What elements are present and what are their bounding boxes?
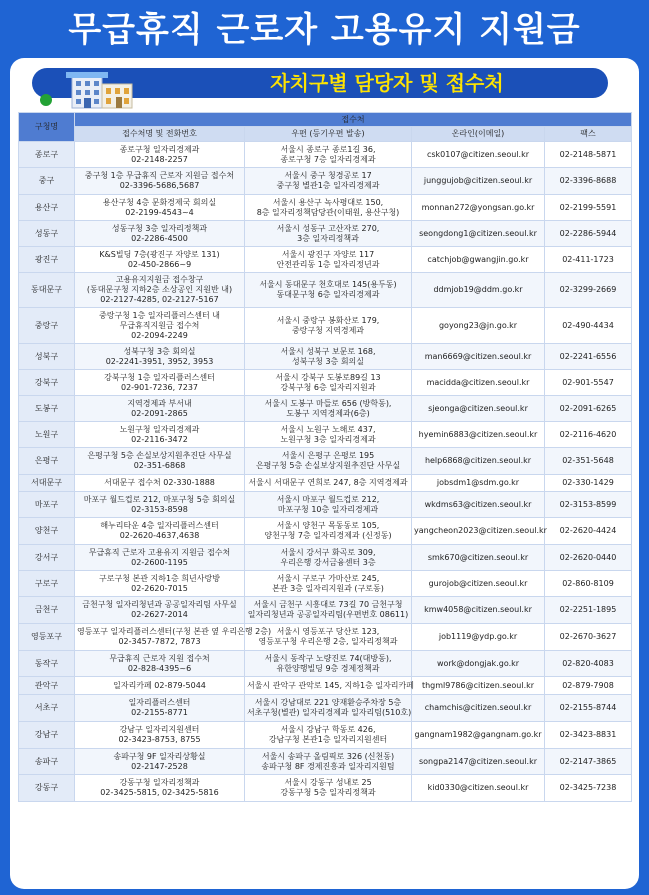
mail-line: 강동구청 5층 일자리정책과 [280, 788, 376, 797]
email-cell: kmw4058@citizen.seoul.kr [412, 597, 545, 624]
table-row [19, 221, 632, 247]
office-line: 02-3457-7872, 7873 [118, 637, 201, 646]
office-line: 지역경제과 부서내 [127, 398, 192, 408]
mail-line: 본관 3층 일자리지원과 (구로동) [272, 583, 384, 593]
email-cell: goyong23@jn.go.kr [412, 308, 545, 344]
table-row [19, 344, 632, 370]
table-row [19, 677, 632, 695]
email-cell: jobsdm1@sdm.go.kr [412, 475, 545, 492]
mail-cell [245, 396, 412, 422]
gu-name-cell: 광진구 [19, 247, 75, 273]
office-cell [75, 722, 245, 749]
mail-line: 서울시 강남대로 221 양재환승주차장 5층 [254, 698, 402, 707]
office-cell [75, 571, 245, 597]
fax-cell: 02-3425-7238 [545, 775, 632, 802]
mail-cell [245, 518, 412, 545]
office-line: 02-2148-2257 [131, 154, 188, 164]
office-cell [75, 308, 245, 344]
gu-name-cell: 강북구 [19, 370, 75, 396]
table-row [19, 396, 632, 422]
fax-cell: 02-330-1429 [545, 475, 632, 492]
mail-cell [245, 273, 412, 308]
mail-line: 서울시 은평구 은평로 195 [281, 451, 375, 460]
office-cell [75, 597, 245, 624]
mail-line: 중구청 별관1층 일자리경제과 [276, 181, 380, 190]
table-row [19, 168, 632, 195]
table-row [19, 571, 632, 597]
office-line: 02-2199-4543~4 [125, 207, 194, 217]
gu-name-cell: 구로구 [19, 571, 75, 597]
table-row [19, 518, 632, 545]
office-cell [75, 475, 245, 492]
mail-line: 중랑구청 지역경제과 [291, 325, 365, 335]
page-title: 무급휴직 근로자 고용유지 지원금 [68, 10, 581, 50]
gu-name-cell: 송파구 [19, 749, 75, 775]
office-line: 02-2091-2865 [131, 408, 188, 418]
office-line: 02-2627-2014 [131, 610, 188, 619]
table-row [19, 195, 632, 221]
mail-line: 서울시 동대문구 천호대로 145(용두동) [259, 280, 397, 289]
mail-line: 서울시 광진구 자양로 117 [281, 249, 375, 259]
email-cell: yangcheon2023@citizen.seoul.kr [412, 518, 545, 545]
gu-name-cell: 종로구 [19, 142, 75, 168]
office-line: 중구청 1층 무급휴직 근로자 지원금 접수처 [84, 171, 235, 180]
office-cell [75, 775, 245, 802]
office-line: 02-901-7236, 7237 [120, 382, 199, 392]
table-row [19, 142, 632, 168]
mail-cell [245, 677, 412, 695]
office-line: 02-2155-8771 [131, 708, 188, 717]
mail-line: 마포구청 10층 일자리경제과 [277, 504, 379, 514]
mail-cell [245, 597, 412, 624]
gu-name-cell: 성북구 [19, 344, 75, 370]
mail-line: 서울시 구로구 가마산로 245, [276, 573, 380, 583]
mail-line: 강남구청 본관1층 일자리지원센터 [268, 735, 388, 744]
mail-line: 서울시 관악구 관악로 145, 지하1층 일자리카페 [247, 680, 414, 690]
email-cell: catchjob@gwangjin.go.kr [412, 247, 545, 273]
office-line: 고용유지지원금 접수창구 [115, 275, 204, 284]
mail-line: 8층 일자리정책담당관(이태원, 용산구청) [256, 207, 400, 217]
mail-line: 서울시 서대문구 연희로 247, 8층 지역경제과 [248, 478, 408, 487]
mail-line: 송파구청 8F 경제진흥과 일자리지원팀 [261, 761, 395, 771]
table-row [19, 651, 632, 677]
mail-line: 서울시 성북구 보문로 168, [280, 346, 376, 356]
gu-name-cell: 용산구 [19, 195, 75, 221]
mail-line: 서울시 송파구 올림픽로 326 (신천동) [261, 751, 395, 761]
office-line: 강북구청 1층 일자리플러스센터 [104, 372, 215, 382]
fax-cell: 02-901-5547 [545, 370, 632, 396]
mail-line: 서울시 용산구 녹사평대로 150, [272, 197, 384, 207]
office-line: 02-2241-3951, 3952, 3953 [105, 356, 214, 366]
office-cell [75, 492, 245, 518]
mail-line: 서울시 중랑구 봉화산로 179, [276, 315, 380, 325]
mail-line: 3층 일자리정책과 [297, 233, 359, 243]
table-row [19, 370, 632, 396]
office-line: 02-351-6868 [133, 461, 186, 470]
gu-name-cell: 중구 [19, 168, 75, 195]
fax-cell: 02-3396-8688 [545, 168, 632, 195]
office-cell [75, 344, 245, 370]
mail-line: 서울시 강동구 성내로 25 [284, 778, 372, 787]
mail-line: 영등포구청 우리은행 2층, 일자리정책과 [258, 637, 398, 646]
email-cell: junggujob@citizen.seoul.kr [412, 168, 545, 195]
mail-cell [245, 775, 412, 802]
fax-cell: 02-820-4083 [545, 651, 632, 677]
office-cell [75, 545, 245, 571]
office-line: 강동구청 일자리정책과 [119, 778, 200, 787]
mail-cell [245, 370, 412, 396]
gu-name-cell: 동대문구 [19, 273, 75, 308]
office-cell [75, 221, 245, 247]
gu-name-cell: 관악구 [19, 677, 75, 695]
fax-cell: 02-2286-5944 [545, 221, 632, 247]
mail-line: 유한양행빌딩 9층 경제정책과 [276, 663, 380, 673]
building-icon [62, 66, 138, 110]
email-cell: gurojob@citizen.seoul.kr [412, 571, 545, 597]
fax-cell: 02-3153-8599 [545, 492, 632, 518]
office-cell [75, 624, 272, 651]
office-line: 서대문구 접수처 02-330-1888 [104, 478, 215, 487]
table-row [19, 273, 632, 308]
table-row [19, 545, 632, 571]
mail-cell [245, 475, 412, 492]
email-cell: work@dongjak.go.kr [412, 651, 545, 677]
gu-name-cell: 강서구 [19, 545, 75, 571]
table-row [19, 722, 632, 749]
mail-line: 서울시 금천구 시흥대로 73길 70 금천구청 [253, 600, 403, 609]
office-line: 02-2620-7015 [131, 583, 188, 593]
mail-line: 서울시 중구 청경공로 17 [284, 171, 372, 180]
header-fax: 팩스 [545, 127, 632, 142]
office-cell [75, 168, 245, 195]
fax-cell: 02-2148-5871 [545, 142, 632, 168]
email-cell: help6868@citizen.seoul.kr [412, 448, 545, 475]
gu-name-cell: 은평구 [19, 448, 75, 475]
mail-line: 서울시 마포구 월드컵로 212, [276, 494, 380, 504]
mail-line: 서울시 영등포구 당산로 123, [276, 627, 380, 636]
office-cell [75, 247, 245, 273]
mail-cell [245, 448, 412, 475]
header-group: 접수처 [75, 113, 632, 127]
office-line: 노원구청 일자리경제과 [119, 424, 200, 434]
gu-name-cell: 금천구 [19, 597, 75, 624]
header-mail: 우편 (등기우편 발송) [245, 127, 412, 142]
mail-line: 서울시 성동구 고산자로 270, [276, 223, 380, 233]
mail-line: 성북구청 3층 회의실 [292, 356, 364, 366]
section-title: 자치구별 담당자 및 접수처 [270, 71, 504, 95]
fax-cell: 02-2155-8744 [545, 695, 632, 722]
mail-line: 노원구청 3층 일자리경제과 [280, 434, 376, 444]
email-cell: kid0330@citizen.seoul.kr [412, 775, 545, 802]
mail-line: 종로구청 7층 일자리경제과 [280, 154, 376, 164]
office-line: 무급휴직지원금 접수처 [119, 320, 200, 330]
gu-name-cell: 영등포구 [19, 624, 75, 651]
gu-name-cell: 양천구 [19, 518, 75, 545]
table-row [19, 475, 632, 492]
mail-cell [245, 749, 412, 775]
email-cell: job1119@ydp.go.kr [412, 624, 545, 651]
mail-line: 강북구청 6층 일자리지원과 [280, 382, 376, 392]
table-row [19, 422, 632, 448]
office-line: 강남구 일자리지원센터 [119, 725, 200, 734]
table-row [19, 492, 632, 518]
mail-line: 서울시 종로구 종로1길 36, [280, 144, 376, 154]
header-gu: 구청명 [19, 113, 75, 142]
fax-cell: 02-2670-3627 [545, 624, 632, 651]
office-line: 02-2620-4637,4638 [119, 531, 200, 540]
email-cell: csk0107@citizen.seoul.kr [412, 142, 545, 168]
office-line: 금천구청 일자리청년과 공공일자리팀 사무실 [82, 600, 237, 609]
office-line: 중랑구청 1층 일자리플러스센터 내 [99, 310, 220, 320]
email-cell: thgml9786@citizen.seoul.kr [412, 677, 545, 695]
gu-name-cell: 성동구 [19, 221, 75, 247]
fax-cell: 02-490-4434 [545, 308, 632, 344]
office-line: 02-2147-2528 [131, 761, 188, 771]
mail-cell [245, 308, 412, 344]
fax-cell: 02-3423-8831 [545, 722, 632, 749]
gu-name-cell: 강동구 [19, 775, 75, 802]
gu-name-cell: 동작구 [19, 651, 75, 677]
table-row [19, 308, 632, 344]
office-cell [75, 273, 245, 308]
fax-cell: 02-2251-1895 [545, 597, 632, 624]
email-cell: smk670@citizen.seoul.kr [412, 545, 545, 571]
mail-cell [245, 695, 412, 722]
email-cell: macidda@citizen.seoul.kr [412, 370, 545, 396]
office-line: 02-3423-8753, 8755 [118, 735, 201, 744]
office-cell [75, 651, 245, 677]
mail-line: 서울시 강서구 화곡로 309, [280, 547, 376, 557]
email-cell: sjeonga@citizen.seoul.kr [412, 396, 545, 422]
contact-table [18, 112, 632, 802]
mail-cell [245, 344, 412, 370]
office-line: 영등포구 일자리플러스센터(구청 본관 옆 우리은행 2층) [77, 627, 272, 636]
mail-cell [245, 168, 412, 195]
mail-line: 서울시 도봉구 마들로 656 (방학동), [264, 398, 392, 408]
office-line: 일자리플러스센터 [128, 698, 191, 707]
office-line: 용산구청 4층 문화경제국 회의실 [102, 197, 217, 207]
table-row [19, 749, 632, 775]
office-cell [75, 695, 245, 722]
gu-name-cell: 중랑구 [19, 308, 75, 344]
green-dot-icon [40, 94, 52, 106]
office-line: 02-2127-4285, 02-2127-5167 [100, 295, 219, 304]
office-line: 02-3153-8598 [131, 504, 188, 514]
mail-line: 동대문구청 6층 일자리경제과 [276, 290, 380, 299]
office-line: 구로구청 본관 지하1층 희년사랑방 [99, 573, 220, 583]
mail-line: 은평구청 5층 손실보상지원추진단 사무실 [255, 461, 401, 470]
mail-cell [245, 195, 412, 221]
mail-line: 서울시 강북구 도봉로89길 13 [275, 372, 381, 382]
fax-cell: 02-351-5648 [545, 448, 632, 475]
mail-line: 서초구청(별관) 일자리경제과 일자리팀(510호) [247, 708, 412, 717]
fax-cell: 02-2620-0440 [545, 545, 632, 571]
gu-name-cell: 노원구 [19, 422, 75, 448]
mail-cell [245, 651, 412, 677]
office-line: 02-2094-2249 [131, 330, 188, 340]
table-body [19, 142, 632, 802]
office-line: 02-3396-5686,5687 [119, 181, 200, 190]
fax-cell: 02-2241-6556 [545, 344, 632, 370]
fax-cell: 02-2199-5591 [545, 195, 632, 221]
fax-cell: 02-860-8109 [545, 571, 632, 597]
table-row [19, 448, 632, 475]
email-cell: gangnam1982@gangnam.go.kr [412, 722, 545, 749]
table-row [19, 247, 632, 273]
fax-cell: 02-3299-2669 [545, 273, 632, 308]
office-line: 무급휴직 근로자 고용유지 지원금 접수처 [88, 547, 231, 557]
mail-cell [245, 422, 412, 448]
email-cell: hyemin6883@citizen.seoul.kr [412, 422, 545, 448]
email-cell: monnan272@yongsan.go.kr [412, 195, 545, 221]
mail-cell [245, 492, 412, 518]
fax-cell: 02-879-7908 [545, 677, 632, 695]
mail-line: 우리은행 강서금융센터 3층 [280, 557, 376, 567]
fax-cell: 02-411-1723 [545, 247, 632, 273]
table-row [19, 624, 632, 651]
mail-cell [245, 571, 412, 597]
mail-line: 일자리청년과 공공일자리팀(우편번호 08611) [247, 610, 409, 619]
mail-line: 안전관리동 1층 일자리정년과 [276, 259, 380, 269]
table-row [19, 695, 632, 722]
mail-cell [245, 247, 412, 273]
email-cell: chamchis@citizen.seoul.kr [412, 695, 545, 722]
office-line: 해누리타운 4층 일자리플러스센터 [100, 521, 219, 530]
email-cell: songpa2147@citizen.seoul.kr [412, 749, 545, 775]
office-line: K&S빌딩 7층(광진구 자양로 131) [99, 249, 220, 259]
mail-line: 서울시 동작구 노량진로 74(대방동), [264, 653, 392, 663]
office-cell [75, 422, 245, 448]
mail-line: 양천구청 7층 일자리경제과 (신정동) [264, 531, 392, 540]
office-line: 02-2286-4500 [131, 233, 188, 243]
office-line: 02-2600-1195 [131, 557, 188, 567]
office-cell [75, 396, 245, 422]
office-cell [75, 518, 245, 545]
gu-name-cell: 도봉구 [19, 396, 75, 422]
mail-cell [245, 142, 412, 168]
office-line: 성북구청 3층 회의실 [123, 346, 196, 356]
office-line: 02-2116-3472 [131, 434, 188, 444]
email-cell: seongdong1@citizen.seoul.kr [412, 221, 545, 247]
email-cell: man6669@citizen.seoul.kr [412, 344, 545, 370]
mail-line: 서울시 강남구 학동로 426, [280, 725, 376, 734]
office-line: 02-3425-5815, 02-3425-5816 [100, 788, 219, 797]
office-line: 무급휴직 근로자 지원 접수처 [109, 653, 210, 663]
office-line: 은평구청 5층 손실보상지원추진단 사무실 [87, 451, 232, 460]
mail-cell [245, 221, 412, 247]
mail-line: 도봉구 지역경제과(6층) [286, 408, 370, 418]
table-row [19, 775, 632, 802]
header-email: 온라인(이메일) [412, 127, 545, 142]
office-line: 송파구청 9F 일자리상황실 [113, 751, 206, 761]
gu-name-cell: 강남구 [19, 722, 75, 749]
fax-cell: 02-2116-4620 [545, 422, 632, 448]
office-cell [75, 142, 245, 168]
office-line: 02-828-4395~6 [127, 663, 192, 673]
office-line: 종로구청 일자리경제과 [119, 144, 200, 154]
email-cell: wkdms63@citizen.seoul.kr [412, 492, 545, 518]
office-line: 02-450-2866~9 [127, 259, 192, 269]
email-cell: ddmjob19@ddm.go.kr [412, 273, 545, 308]
fax-cell: 02-2091-6265 [545, 396, 632, 422]
office-line: 성동구청 3층 일자리정책과 [111, 223, 208, 233]
mail-cell [245, 722, 412, 749]
office-cell [75, 370, 245, 396]
mail-line: 서울시 양천구 목동동로 105, [276, 521, 380, 530]
mail-line: 서울시 노원구 노해로 437, [280, 424, 376, 434]
header-office: 접수처명 및 전화번호 [75, 127, 245, 142]
gu-name-cell: 마포구 [19, 492, 75, 518]
mail-cell [245, 545, 412, 571]
table-row [19, 597, 632, 624]
office-cell [75, 448, 245, 475]
office-line: 일자리카페 02-879-5044 [113, 680, 206, 690]
fax-cell: 02-2147-3865 [545, 749, 632, 775]
fax-cell: 02-2620-4424 [545, 518, 632, 545]
gu-name-cell: 서대문구 [19, 475, 75, 492]
office-cell [75, 749, 245, 775]
office-line: (동대문구청 지하2층 소상공인 지원반 내) [86, 285, 233, 294]
gu-name-cell: 서초구 [19, 695, 75, 722]
office-cell [75, 677, 245, 695]
office-cell [75, 195, 245, 221]
office-line: 마포구 월드컵로 212, 마포구청 5층 회의실 [83, 494, 236, 504]
